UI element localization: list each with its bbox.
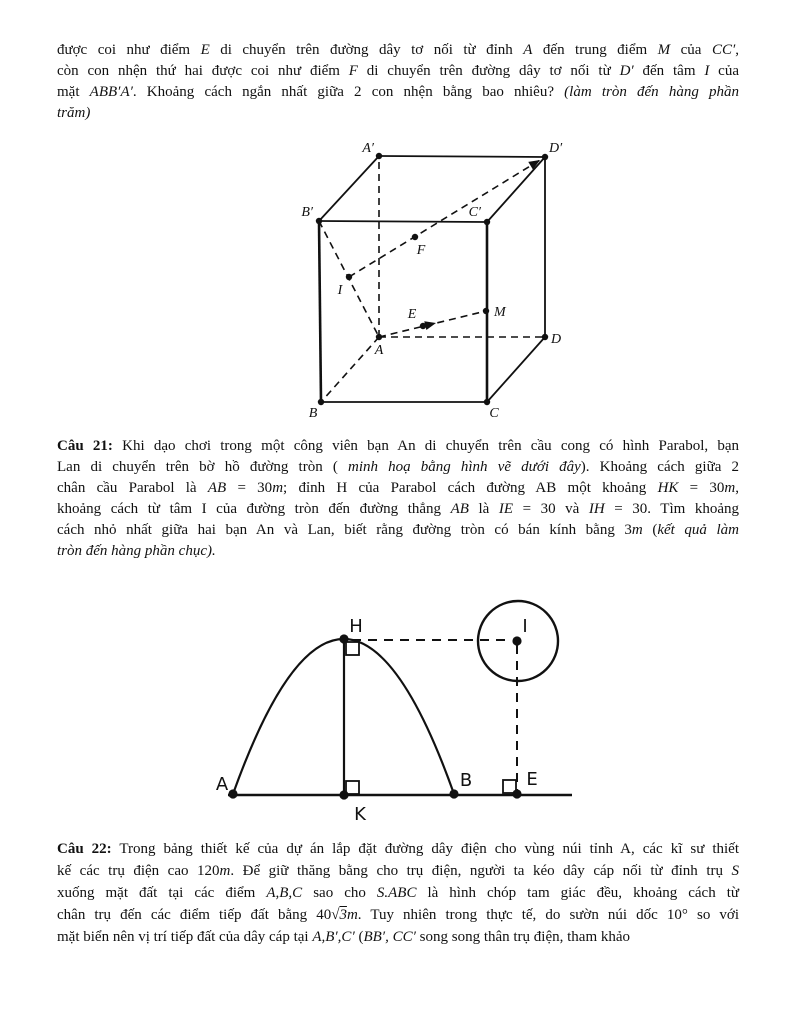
text-run: Trong bảng thiết kế của dự án lắp đặt đường dây điện cho vùng núi tỉnh A, các kĩ sư thiết xyxy=(111,841,739,857)
text-run: của xyxy=(670,42,712,58)
text-run: chân trụ đến các điểm tiếp đất bằng 40 xyxy=(57,907,332,923)
text-run: F xyxy=(348,63,358,79)
cube-label-C: C xyxy=(489,406,499,421)
point-label-K: K xyxy=(354,804,366,825)
text-run: mặt biển nên vị trí tiếp đất của dây cáp tại xyxy=(57,929,313,945)
cube-vertex-dot xyxy=(376,153,382,159)
cube-label-D: D xyxy=(551,332,562,347)
text-run: Khi dạo chơi trong một công viên bạn An di chuyển trên cầu cong có hình Parabol, bạn xyxy=(112,438,739,454)
text-run: AB xyxy=(207,480,227,496)
text-run: ; đỉnh H của Parabol cách đường AB một khoảng xyxy=(283,480,658,496)
cube-vertex-dot xyxy=(316,218,322,224)
text-run: HK xyxy=(657,480,679,496)
text-run: = 30 và xyxy=(513,501,589,517)
text-line xyxy=(57,40,739,61)
point-label-A: A xyxy=(215,774,229,795)
text-line xyxy=(57,520,739,541)
text-run: trăm) xyxy=(57,105,91,121)
text-run: đến tâm xyxy=(633,63,705,79)
text-run: √ xyxy=(331,907,340,923)
text-run: A,B′,C′ xyxy=(312,929,355,945)
cube-figure xyxy=(270,132,590,427)
text-run: cách nhỏ nhất giữa hai bạn An và Lan, biết rằng đường tròn có bán kính bằng 3 xyxy=(57,522,632,538)
cube-label-E: E xyxy=(407,307,417,322)
cube-edge xyxy=(319,221,321,402)
point-dot-B xyxy=(449,789,458,798)
text-run: S.ABC xyxy=(376,885,417,901)
cube-label-I: I xyxy=(337,283,343,298)
cube-vertex-dot xyxy=(484,399,490,405)
text-run: đến trung điểm xyxy=(532,42,658,58)
cube-label-B: B xyxy=(308,406,318,421)
text-run: chân cầu Parabol là xyxy=(57,480,208,496)
text-line xyxy=(57,436,739,457)
text-run: I xyxy=(704,63,710,79)
text-line xyxy=(57,838,739,860)
text-run: CC′ xyxy=(711,42,736,58)
text-run: D′ xyxy=(619,63,634,79)
paragraph-intro xyxy=(57,40,739,124)
cube-vertex-dot xyxy=(346,274,352,280)
text-line xyxy=(57,457,739,478)
text-run: = 30 xyxy=(678,480,725,496)
cube-vertex-dot xyxy=(483,308,489,314)
text-run: ). Khoảng cách giữa 2 xyxy=(580,459,739,475)
text-run: Câu 22: xyxy=(57,841,112,857)
cube-label-M: M xyxy=(494,305,506,320)
text-run: ( xyxy=(354,929,364,945)
point-dot-K xyxy=(339,790,348,799)
text-line xyxy=(57,860,739,882)
point-label-H: H xyxy=(349,616,363,637)
cube-hidden-edge xyxy=(321,337,379,402)
point-label-I: I xyxy=(522,616,528,637)
text-run: , xyxy=(735,480,739,496)
point-dot-I xyxy=(512,636,521,645)
point-label-E: E xyxy=(526,769,538,790)
text-run: ABB′A′ xyxy=(89,84,133,100)
text-run: m xyxy=(272,480,284,496)
text-run: BB′, CC′ xyxy=(363,929,416,945)
text-run: di chuyển trên đường dây tơ nối từ xyxy=(357,63,620,79)
cube-vertex-dot xyxy=(542,334,548,340)
text-run: AB xyxy=(450,501,469,517)
point-dot-A xyxy=(228,789,237,798)
text-run: của xyxy=(709,63,739,79)
cube-label-F: F xyxy=(416,243,426,258)
cube-edge xyxy=(319,156,379,221)
text-run: . Tuy nhiên trong thực tế, do sườn núi dốc 10° so với xyxy=(357,907,740,923)
text-run: là hình chóp tam giác đều, khoảng cách từ xyxy=(416,885,740,901)
text-run: khoảng cách từ tâm I của đường tròn đến đường thẳng xyxy=(57,501,451,517)
text-run: sao cho xyxy=(302,885,377,901)
cube-vertex-dot xyxy=(318,399,324,405)
text-run: E xyxy=(200,42,210,58)
text-line xyxy=(57,882,739,904)
cube-edge xyxy=(319,221,487,222)
arrowhead-icon xyxy=(424,319,437,330)
text-run: (làm tròn đến hàng phần xyxy=(564,84,739,100)
text-line xyxy=(57,478,739,499)
cube-vertex-dot xyxy=(542,154,548,160)
text-run: xuống mặt đất tại các điểm xyxy=(57,885,267,901)
text-run: Câu 21: xyxy=(57,438,113,454)
text-line xyxy=(57,499,739,520)
cube-vertex-dot xyxy=(412,234,418,240)
cube-label-Dp: D′ xyxy=(549,141,563,156)
text-run: . Để giữ thăng bằng cho trụ điện, người ta kéo dây cáp nối từ đỉnh trụ xyxy=(230,863,732,879)
cube-label-Bp: B′ xyxy=(301,205,313,220)
cube-edge xyxy=(487,337,545,402)
text-line xyxy=(57,926,739,948)
point-label-B: B xyxy=(459,770,473,791)
text-run: = 30. Tìm khoảng xyxy=(604,501,740,517)
right-angle-mark xyxy=(346,642,359,655)
text-run: kết quả làm xyxy=(657,522,740,538)
cube-edge xyxy=(487,157,545,222)
paragraph-cau21 xyxy=(57,436,739,562)
text-run: m xyxy=(219,863,231,879)
cube-label-Ap: A′ xyxy=(362,141,374,156)
text-run: di chuyển trên đường dây tơ nối từ đỉnh xyxy=(209,42,524,58)
point-dot-E xyxy=(512,789,521,798)
text-run: IH xyxy=(588,501,605,517)
text-run: M xyxy=(657,42,671,58)
text-run: song song thân trụ điện, tham khảo xyxy=(415,929,631,945)
text-run: , xyxy=(735,42,739,58)
cube-vertex-dot xyxy=(376,334,382,340)
text-line xyxy=(57,61,739,82)
text-run: Lan di chuyển trên bờ hồ đường tròn ( xyxy=(57,459,348,475)
text-run: minh hoạ bằng hình vẽ dưới đây xyxy=(347,459,581,475)
text-run: IE xyxy=(498,501,514,517)
point-dot-H xyxy=(339,634,348,643)
text-run: m xyxy=(631,522,643,538)
cube-vertex-dot xyxy=(420,323,426,329)
text-run: = 30 xyxy=(226,480,273,496)
right-angle-mark xyxy=(346,781,359,794)
text-line xyxy=(57,541,739,562)
text-run: A,B,C xyxy=(266,885,303,901)
cube-edge xyxy=(379,156,545,157)
cube-vertex-dot xyxy=(484,219,490,225)
cube-label-Cp: C′ xyxy=(468,205,481,220)
text-run: còn con nhện thứ hai được coi như điểm xyxy=(57,63,349,79)
text-run: . Khoảng cách ngắn nhất giữa 2 con nhện bằng bao nhiêu? xyxy=(132,84,565,100)
text-line xyxy=(57,103,739,124)
text-run: S xyxy=(731,863,739,879)
text-run: là xyxy=(468,501,499,517)
text-run: 3 xyxy=(339,907,347,923)
text-run: m xyxy=(724,480,736,496)
text-run: A xyxy=(523,42,533,58)
text-run: mặt xyxy=(57,84,90,100)
text-run: m xyxy=(346,907,358,923)
cube-label-A: A xyxy=(374,343,384,358)
text-line xyxy=(57,904,739,926)
text-run: kế các trụ điện cao 120 xyxy=(57,863,220,879)
text-run: tròn đến hàng phần chục). xyxy=(57,543,216,559)
text-run: ( xyxy=(642,522,658,538)
text-run: được coi như điểm xyxy=(57,42,201,58)
paragraph-cau22 xyxy=(57,838,739,948)
parabola-figure xyxy=(190,572,610,828)
text-line xyxy=(57,82,739,103)
